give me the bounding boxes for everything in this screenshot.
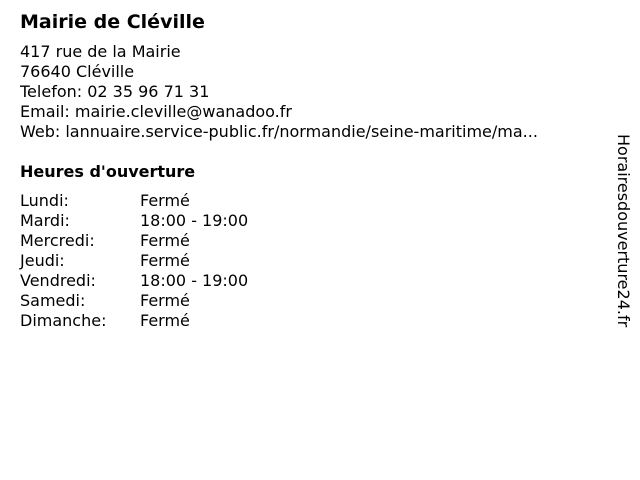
hours-day: Mercredi: xyxy=(20,231,95,250)
hours-heading: Heures d'ouverture xyxy=(20,162,196,181)
hours-time: 18:00 - 19:00 xyxy=(140,211,249,230)
hours-row-thursday xyxy=(20,251,600,271)
hours-time: Fermé xyxy=(140,251,190,270)
hours-table xyxy=(20,191,600,331)
web-line[interactable]: Web: lannuaire.service-public.fr/normandie/seine-maritime/ma... xyxy=(20,122,538,141)
hours-time: Fermé xyxy=(140,231,190,250)
hours-row-sunday xyxy=(20,311,600,331)
hours-row-saturday xyxy=(20,291,600,311)
office-card xyxy=(20,10,600,331)
phone-line[interactable]: Telefon: 02 35 96 71 31 xyxy=(20,82,210,101)
hours-day: Samedi: xyxy=(20,291,86,310)
site-brand-watermark: Horairesdouverture24.fr xyxy=(614,134,633,328)
hours-time: Fermé xyxy=(140,291,190,310)
hours-row-monday xyxy=(20,191,600,211)
address-city: 76640 Cléville xyxy=(20,62,135,81)
office-title: Mairie de Cléville xyxy=(20,11,205,33)
hours-day: Mardi: xyxy=(20,211,70,230)
hours-time: Fermé xyxy=(140,311,190,330)
hours-time: Fermé xyxy=(140,191,190,210)
hours-day: Vendredi: xyxy=(20,271,96,290)
hours-time: 18:00 - 19:00 xyxy=(140,271,249,290)
hours-day: Dimanche: xyxy=(20,311,107,330)
hours-row-friday xyxy=(20,271,600,291)
email-line[interactable]: Email: mairie.cleville@wanadoo.fr xyxy=(20,102,292,121)
hours-row-wednesday xyxy=(20,231,600,251)
hours-day: Jeudi: xyxy=(20,251,65,270)
hours-row-tuesday xyxy=(20,211,600,231)
hours-day: Lundi: xyxy=(20,191,69,210)
address-street: 417 rue de la Mairie xyxy=(20,42,181,61)
